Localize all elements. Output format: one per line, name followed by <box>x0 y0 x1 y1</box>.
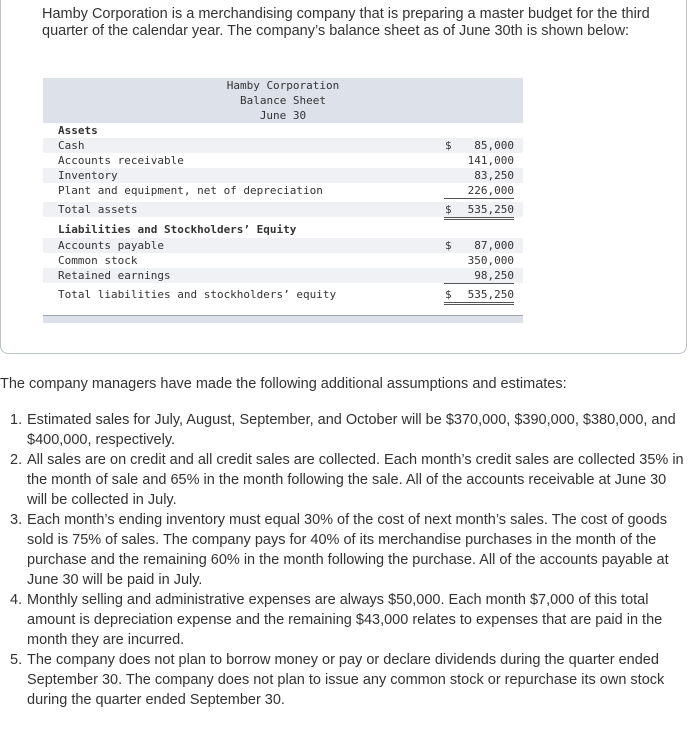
list-number: 3. <box>10 512 23 528</box>
liability-label: Retained earnings <box>58 269 171 282</box>
company-name: Hamby Corporation <box>226 79 340 92</box>
liability-row-common-stock <box>43 253 523 268</box>
total-liabilities-label: Total liabilities and stockholders’ equity <box>58 288 337 301</box>
question-panel <box>0 0 687 354</box>
liability-amount: 98,250 <box>444 268 514 284</box>
total-assets-label: Total assets <box>58 203 138 216</box>
liabilities-heading-row <box>43 222 523 237</box>
assets-heading-row <box>43 123 523 138</box>
asset-amount: 226,000 <box>444 183 514 199</box>
asset-amount: 141,000 <box>467 154 514 167</box>
statement-date: June 30 <box>259 109 307 122</box>
asset-amount: 83,250 <box>474 169 514 182</box>
assets-heading: Assets <box>58 124 98 137</box>
liability-amount: 87,000 <box>474 239 514 252</box>
liability-label: Accounts payable <box>58 239 164 252</box>
list-item <box>10 590 689 650</box>
list-number: 4. <box>10 592 23 608</box>
list-number: 2. <box>10 452 23 468</box>
list-item <box>10 410 689 450</box>
list-number: 1. <box>10 412 23 428</box>
list-item <box>10 450 689 510</box>
total-assets-amount: 535,250 <box>444 202 514 220</box>
assumptions-list <box>10 410 689 710</box>
asset-row-cash <box>43 138 523 153</box>
list-text: Monthly selling and administrative expenses are always $50,000. Each month $7,000 of this total amount is depreciation expense and the remaining $43,000 relates to expenses that are paid in the month they are incurred. <box>27 592 663 648</box>
list-text: The company does not plan to borrow money or pay or declare dividends during the quarter ended September 30. The company does not plan to issue any common stock or repurchase its own stock during the quarter ended September 30. <box>27 652 665 708</box>
liability-label: Common stock <box>58 254 138 267</box>
balance-sheet-header <box>43 78 523 123</box>
list-item <box>10 510 689 590</box>
total-liabilities-amount: 535,250 <box>444 287 514 305</box>
list-text: Estimated sales for July, August, September, and October will be $370,000, $390,000, $380,000, and $400,000, respectively. <box>27 412 676 448</box>
list-text: Each month’s ending inventory must equal 30% of the cost of next month’s sales. The cost of goods sold is 75% of sales. The company pays for 40% of its merchandise purchases in the month of the purchase and the remaining 60% in the month following the purchase. All of the accounts payable at June 30 will be paid in July. <box>27 512 669 588</box>
asset-label: Cash <box>58 139 85 152</box>
liability-amount: 350,000 <box>467 254 514 267</box>
dollar-sign: $ <box>445 239 452 252</box>
list-text: All sales are on credit and all credit sales are collected. Each month’s credit sales are collected 35% in the month of sale and 65% in the month following the sale. All of the accounts receivable at June 30 will be collected in July. <box>27 452 684 508</box>
liability-row-retained <box>43 268 523 283</box>
dollar-sign: $ <box>445 288 452 301</box>
asset-amount: 85,000 <box>474 139 514 152</box>
asset-label: Plant and equipment, net of depreciation <box>58 184 323 197</box>
asset-row-receivable <box>43 153 523 168</box>
asset-row-plant <box>43 183 523 198</box>
liability-row-payable <box>43 238 523 253</box>
asset-label: Inventory <box>58 169 118 182</box>
assumptions-intro: The company managers have made the following additional assumptions and estimates: <box>0 376 567 392</box>
dollar-sign: $ <box>445 203 452 216</box>
asset-label: Accounts receivable <box>58 154 184 167</box>
balance-sheet <box>43 78 523 322</box>
asset-row-inventory <box>43 168 523 183</box>
liabilities-heading: Liabilities and Stockholders’ Equity <box>58 223 297 236</box>
dollar-sign: $ <box>445 139 452 152</box>
total-assets-row <box>43 202 523 217</box>
list-number: 5. <box>10 652 23 668</box>
statement-title: Balance Sheet <box>239 94 327 107</box>
total-liabilities-row <box>43 287 523 302</box>
balance-sheet-footer <box>43 315 523 323</box>
list-item <box>10 650 689 710</box>
intro-text: Hamby Corporation is a merchandising company that is preparing a master budget for the third quarter of the calendar year. The company’s balance sheet as of June 30th is shown below: <box>42 6 650 39</box>
